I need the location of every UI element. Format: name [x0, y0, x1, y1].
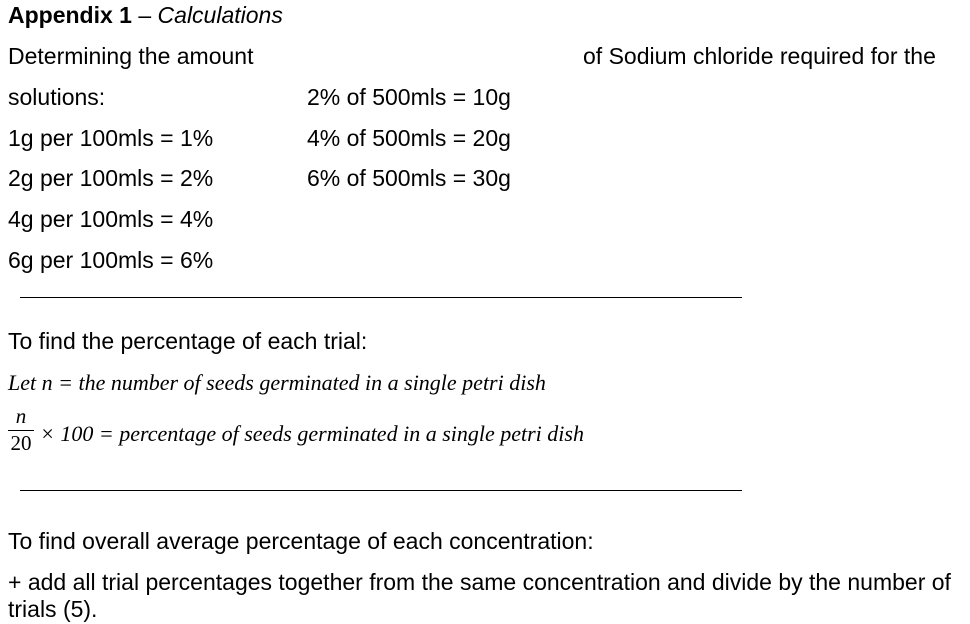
heading-dash: – [131, 2, 158, 28]
divider-line [20, 490, 742, 491]
salt-amount-item: 6% of 500mls = 30g [307, 165, 511, 191]
intro-text-line2: solutions: [8, 84, 106, 110]
appendix-heading-label: Appendix 1 [8, 2, 132, 28]
intro-text-right: of Sodium chloride required for the [583, 43, 936, 69]
concentration-item: 6g per 100mls = 6% [8, 247, 214, 273]
concentration-item: 4g per 100mls = 4% [8, 206, 214, 232]
salt-amount-item: 2% of 500mls = 10g [307, 84, 511, 110]
average-section-heading: To find overall average percentage of each concentration: [8, 528, 594, 554]
salt-amount-item: 4% of 500mls = 20g [307, 125, 511, 151]
fraction-numerator: n [15, 404, 27, 428]
appendix-heading-subtitle: Calculations [157, 2, 283, 28]
concentration-item: 2g per 100mls = 2% [8, 165, 214, 191]
percentage-formula: × 100 = percentage of seeds germinated in a single petri dish [40, 421, 584, 446]
appendix-heading [8, 1, 283, 29]
fraction-n-over-20 [8, 404, 34, 455]
average-section-body: + add all trial percentages together from the same concentration and divide by the number of trials (5). [8, 569, 951, 622]
divider-line [20, 297, 742, 298]
trial-section-heading: To find the percentage of each trial: [8, 328, 368, 354]
concentration-item: 1g per 100mls = 1% [8, 125, 214, 151]
let-n-definition: Let n = the number of seeds germinated in a single petri dish [8, 370, 546, 395]
intro-text-left: Determining the amount [8, 43, 254, 69]
fraction-denominator: 20 [10, 431, 32, 455]
